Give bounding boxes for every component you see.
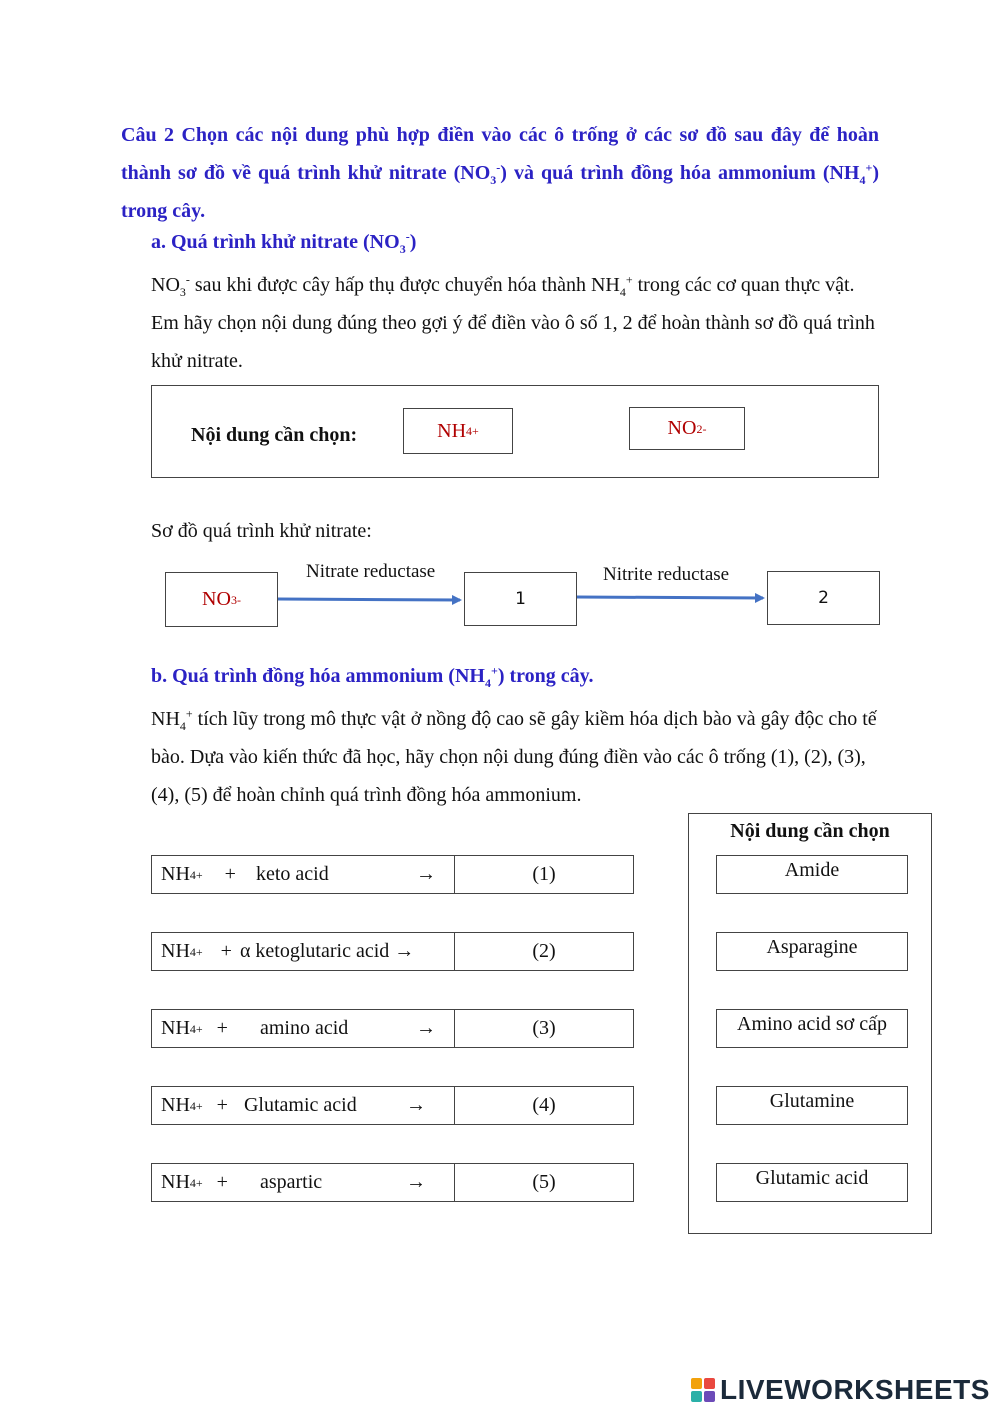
diagram-start-no3: NO 3 - bbox=[165, 572, 278, 627]
blank-box-1[interactable]: 1 bbox=[464, 572, 577, 626]
choice-glutamine[interactable]: Glutamine bbox=[716, 1086, 908, 1125]
reaction-row-5: NH 4 + + aspartic → bbox=[151, 1163, 455, 1202]
arrow-nitrite-reductase bbox=[577, 597, 763, 598]
enzyme-nitrate-reductase: Nitrate reductase bbox=[306, 561, 436, 582]
choice-amide[interactable]: Amide bbox=[716, 855, 908, 894]
blank-3[interactable]: (3) bbox=[454, 1009, 634, 1048]
blank-box-2[interactable]: 2 bbox=[767, 571, 880, 625]
reaction-row-3: NH 4 + + amino acid → bbox=[151, 1009, 455, 1048]
reaction-row-2: NH 4 + + α ketoglutaric acid → bbox=[151, 932, 455, 971]
enzyme-nitrite-reductase: Nitrite reductase bbox=[603, 564, 730, 585]
liveworksheets-logo-icon bbox=[690, 1377, 716, 1403]
reaction-row-4: NH 4 + + Glutamic acid → bbox=[151, 1086, 455, 1125]
question-title: Câu 2 Chọn các nội dung phù hợp điền vào các ô trống ở các sơ đồ sau đây để hoàn thành sơ đồ về quá trình khử nitrate $(NO_3^-)$ và quá trình đồng hóa ammonium $(NH_4^+)$ trong cây. bbox=[121, 124, 880, 222]
options-label: Nội dung cần chọn: bbox=[191, 424, 358, 446]
diagram-title: Sơ đồ quá trình khử nitrate: bbox=[151, 520, 372, 542]
choice-glutamic-acid[interactable]: Glutamic acid bbox=[716, 1163, 908, 1202]
reaction-row-1: NH 4 + + keto acid → bbox=[151, 855, 455, 894]
diagram-arrows bbox=[0, 0, 1000, 700]
arrow-nitrate-reductase bbox=[278, 599, 460, 600]
blank-1[interactable]: (1) bbox=[454, 855, 634, 894]
blank-2[interactable]: (2) bbox=[454, 932, 634, 971]
blank-4[interactable]: (4) bbox=[454, 1086, 634, 1125]
question-label: Câu 2 bbox=[121, 124, 175, 146]
option-no2[interactable]: NO 2 - bbox=[629, 407, 745, 450]
choice-asparagine[interactable]: Asparagine bbox=[716, 932, 908, 971]
section-b-paragraph: $NH_4^+$ tích lũy trong mô thực vật ở nồng độ cao sẽ gây kiềm hóa dịch bào và gây độc cho tế bào. Dựa vào kiến thức đã học, hãy chọn nội dung đúng điền vào các ô trống (1), (2), (3), (4), (5) để hoàn chỉnh quá trình đồng hóa ammonium. bbox=[151, 706, 877, 806]
choice-amino-acid-primary[interactable]: Amino acid sơ cấp bbox=[716, 1009, 908, 1048]
liveworksheets-logo bbox=[690, 1374, 990, 1406]
blank-5[interactable]: (5) bbox=[454, 1163, 634, 1202]
section-a-heading: a. Quá trình khử nitrate $(NO_3^-)$ bbox=[151, 229, 417, 256]
choices-panel-title: Nội dung cần chọn bbox=[730, 820, 890, 842]
section-a-paragraph: $NO_3^-$ sau khi được cây hấp thụ được chuyển hóa thành $NH_4^+$ trong các cơ quan thực vật. Em hãy chọn nội dung đúng theo gợi ý để điền vào ô số 1, 2 để hoàn thành sơ đồ quá trình khử nitrate. bbox=[151, 272, 875, 372]
logo-text: LIVEWORKSHEETS bbox=[720, 1374, 990, 1405]
option-nh4[interactable]: NH 4 + bbox=[403, 408, 513, 454]
section-b-heading: b. Quá trình đồng hóa ammonium $(NH_4^+)$ trong cây. bbox=[151, 663, 594, 690]
